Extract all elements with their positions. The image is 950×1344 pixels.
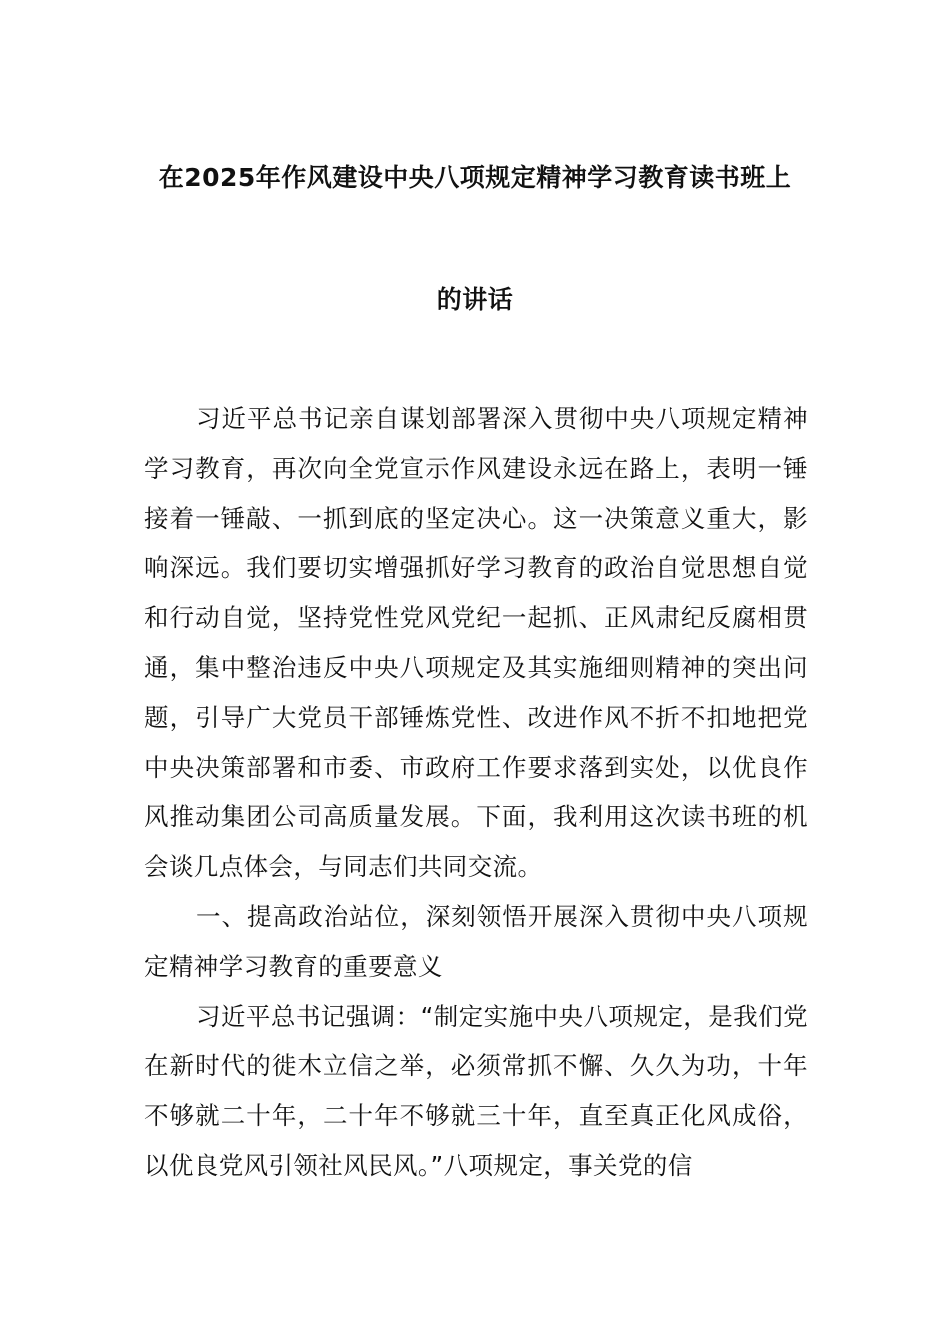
paragraph-quote: 习近平总书记强调：“制定实施中央八项规定，是我们党在新时代的徙木立信之举，必须常抓不懈、久久为功，十年不够就二十年，二十年不够就三十年，直至真正化风成俗，以优良党风引领社风民风。”八项规定，事关党的信 [144, 1001, 808, 1180]
document-title-line-1: 在2025年作风建设中央八项规定精神学习教育读书班上 [158, 163, 792, 192]
paragraph-intro: 习近平总书记亲自谋划部署深入贯彻中央八项规定精神学习教育，再次向全党宣示作风建设永远在路上，表明一锤接着一锤敲、一抓到底的坚定决心。这一决策意义重大，影响深远。我们要切实增强抓好学习教育的政治自觉思想自觉和行动自觉，坚持党性党风党纪一起抓、正风肃纪反腐相贯通，集中整治违反中央八项规定及其实施细则精神的突出问题，引导广大党员干部锤炼党性、改进作风不折不扣地把党中央决策部署和市委、市政府工作要求落到实处，以优良作风推动集团公司高质量发展。下面，我利用这次读书班的机会谈几点体会，与同志们共同交流。 [144, 404, 808, 882]
section-heading-1: 一、提高政治站位，深刻领悟开展深入贯彻中央八项规定精神学习教育的重要意义 [144, 901, 808, 981]
document-title-line-2: 的讲话 [436, 285, 514, 314]
document-body [144, 394, 808, 1191]
